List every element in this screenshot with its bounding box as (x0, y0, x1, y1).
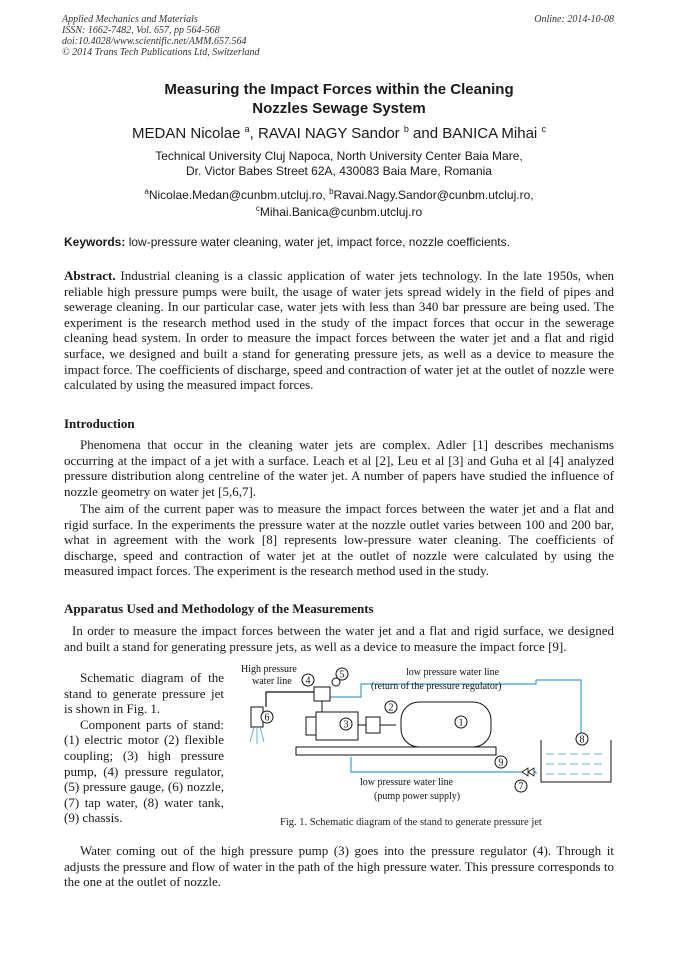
issn: ISSN: 1662-7482, Vol. 657, pp 564-568 (62, 25, 220, 36)
affiliation-line-1: Technical University Cluj Napoca, North University Center Baia Mare, (155, 149, 523, 163)
figure-caption: Fig. 1. Schematic diagram of the stand to generate pressure jet (280, 817, 542, 828)
email-1-sup: a (144, 187, 149, 196)
chassis (296, 747, 496, 755)
author-list (0, 124, 678, 142)
label-2: 2 (388, 702, 394, 714)
intro-p1-text: Phenomena that occur in the cleaning water jets are complex. Adler [1] describes mechanisms occurring at the impact of a jet with a surface. Leach et al [2], Leu et al [3] and Guha et al [4] analyzed pressure distribution along centreline of the water jet. A number of papers have studied the influence of nozzle geometry on water jet [5,6,7]. (64, 437, 614, 499)
label-7: 7 (518, 781, 524, 793)
affiliation (0, 149, 678, 179)
figure-schematic (236, 662, 616, 812)
label-3: 3 (343, 719, 349, 731)
schematic-text (64, 670, 224, 717)
label-1: 1 (458, 717, 464, 729)
final-paragraph (64, 843, 614, 890)
water-tank (541, 740, 611, 782)
label-lp-top-1: low pressure water line (406, 667, 500, 678)
label-water-line: water line (252, 676, 292, 687)
schematic-text-content: Schematic diagram of the stand to generate pressure jet is shown in Fig. 1. (64, 670, 224, 717)
title-line-1: Measuring the Impact Forces within the Cleaning (164, 81, 514, 98)
abstract (64, 268, 614, 393)
author-3: and BANICA Mihai (408, 125, 538, 142)
keywords-text: low-pressure water cleaning, water jet, impact force, nozzle coefficients. (125, 235, 510, 249)
journal-name: Applied Mechanics and Materials (62, 14, 198, 25)
section-apparatus: Apparatus Used and Methodology of the Measurements (64, 601, 374, 616)
electric-motor (401, 702, 491, 747)
apparatus-p1-text: In order to measure the impact forces between the water jet and a flat and rigid surface, we designed and built a stand for generating pressure jets, as well as a device to measure the impact force [9]. (64, 623, 614, 654)
journal-header (62, 14, 260, 58)
label-lp-bottom-2: (pump power supply) (374, 791, 461, 802)
final-p-text: Water coming out of the high pressure pump (3) goes into the pressure regulator (4). Through it adjusts the pressure and flow of water in the path of the high pressure water. This pressure corresponds to the one at the outlet of nozzle. (64, 843, 614, 890)
label-4: 4 (305, 675, 311, 687)
label-9: 9 (498, 757, 504, 769)
flexible-coupling (366, 717, 380, 733)
label-8: 8 (579, 734, 585, 746)
online-date: Online: 2014-10-08 (534, 14, 614, 25)
pump-head (306, 717, 316, 735)
author-2-sup: b (403, 124, 409, 134)
label-6: 6 (264, 712, 270, 724)
high-pressure-pipe (266, 692, 314, 707)
label-lp-bottom-1: low pressure water line (360, 777, 454, 788)
intro-paragraph-2 (64, 501, 614, 579)
author-3-sup: c (541, 124, 546, 134)
copyright: © 2014 Trans Tech Publications Ltd, Switzerland (62, 47, 260, 58)
email-2-sup: b (329, 187, 334, 196)
supply-pipe (351, 757, 536, 772)
email-3[interactable]: Mihai.Banica@cunbm.utcluj.ro (259, 205, 423, 219)
title-line-2: Nozzles Sewage System (252, 100, 426, 117)
tap-valve (522, 768, 534, 776)
keywords (64, 235, 510, 249)
abstract-label: Abstract. (64, 268, 116, 283)
author-1: MEDAN Nicolae (132, 125, 241, 142)
email-list (0, 185, 678, 219)
components-text-content: Component parts of stand: (1) electric motor (2) flexible coupling; (3) high pressure pump, (4) pressure regulator, (5) pressure gauge, (6) nozzle, (7) tap water, (8) water tank, (9) chassis. (64, 716, 224, 826)
label-high-pressure: High pressure (241, 664, 297, 675)
pressure-regulator (314, 687, 330, 701)
abstract-text: Industrial cleaning is a classic application of water jets technology. In the late 1950s, when reliable high pressure pumps were built, the usage of water jets spread widely in the field of pipes and sewerage cleaning. In our particular case, water jets with less than 340 bar pressure are being used. The experiment is the research method used in the study of the impact forces that occur in the sewerage cleaning head system. In order to measure the impact forces between the water jet and a flat and rigid surface, we designed and built a stand for generating pressure jets, as well as a device to measure the impact force. The coefficients of discharge, speed and contraction of water jet at the outlet of nozzle were calculated by using the measured impact forces. (64, 268, 614, 393)
label-5: 5 (339, 669, 345, 681)
section-introduction: Introduction (64, 416, 135, 431)
email-2[interactable]: Ravai.Nagy.Sandor@cunbm.utcluj.ro, (333, 188, 534, 202)
paper-title (0, 80, 678, 118)
nozzle-jet (250, 727, 264, 744)
author-1-sup: a (244, 124, 250, 134)
email-1[interactable]: Nicolae.Medan@cunbm.utcluj.ro, (148, 188, 330, 202)
email-3-sup: c (255, 204, 260, 213)
apparatus-paragraph-1 (64, 623, 614, 654)
components-text (64, 717, 224, 826)
apparatus-left-column (64, 670, 224, 826)
affiliation-line-2: Dr. Victor Babes Street 62A, 430083 Baia Mare, Romania (186, 164, 492, 178)
intro-p2-text: The aim of the current paper was to measure the impact forces between the water jet and a flat and rigid surface. In the experiments the pressure water at the nozzle outlet varies between 100 and 200 bar, what in agreement with the work [8] represents low-pressure water cleaning. The coefficients of discharge, speed and contraction of water jet at the outlet of nozzle were calculated by using the measured impact forces. The experiment is the research method used in the study. (64, 501, 614, 579)
tank-water (546, 754, 606, 774)
keywords-label: Keywords: (64, 235, 126, 249)
intro-paragraph-1 (64, 437, 614, 499)
doi: doi:10.4028/www.scientific.net/AMM.657.564 (62, 36, 247, 47)
author-2: , RAVAI NAGY Sandor (249, 125, 400, 142)
label-lp-top-2: (return of the pressure regulator) (371, 681, 502, 692)
